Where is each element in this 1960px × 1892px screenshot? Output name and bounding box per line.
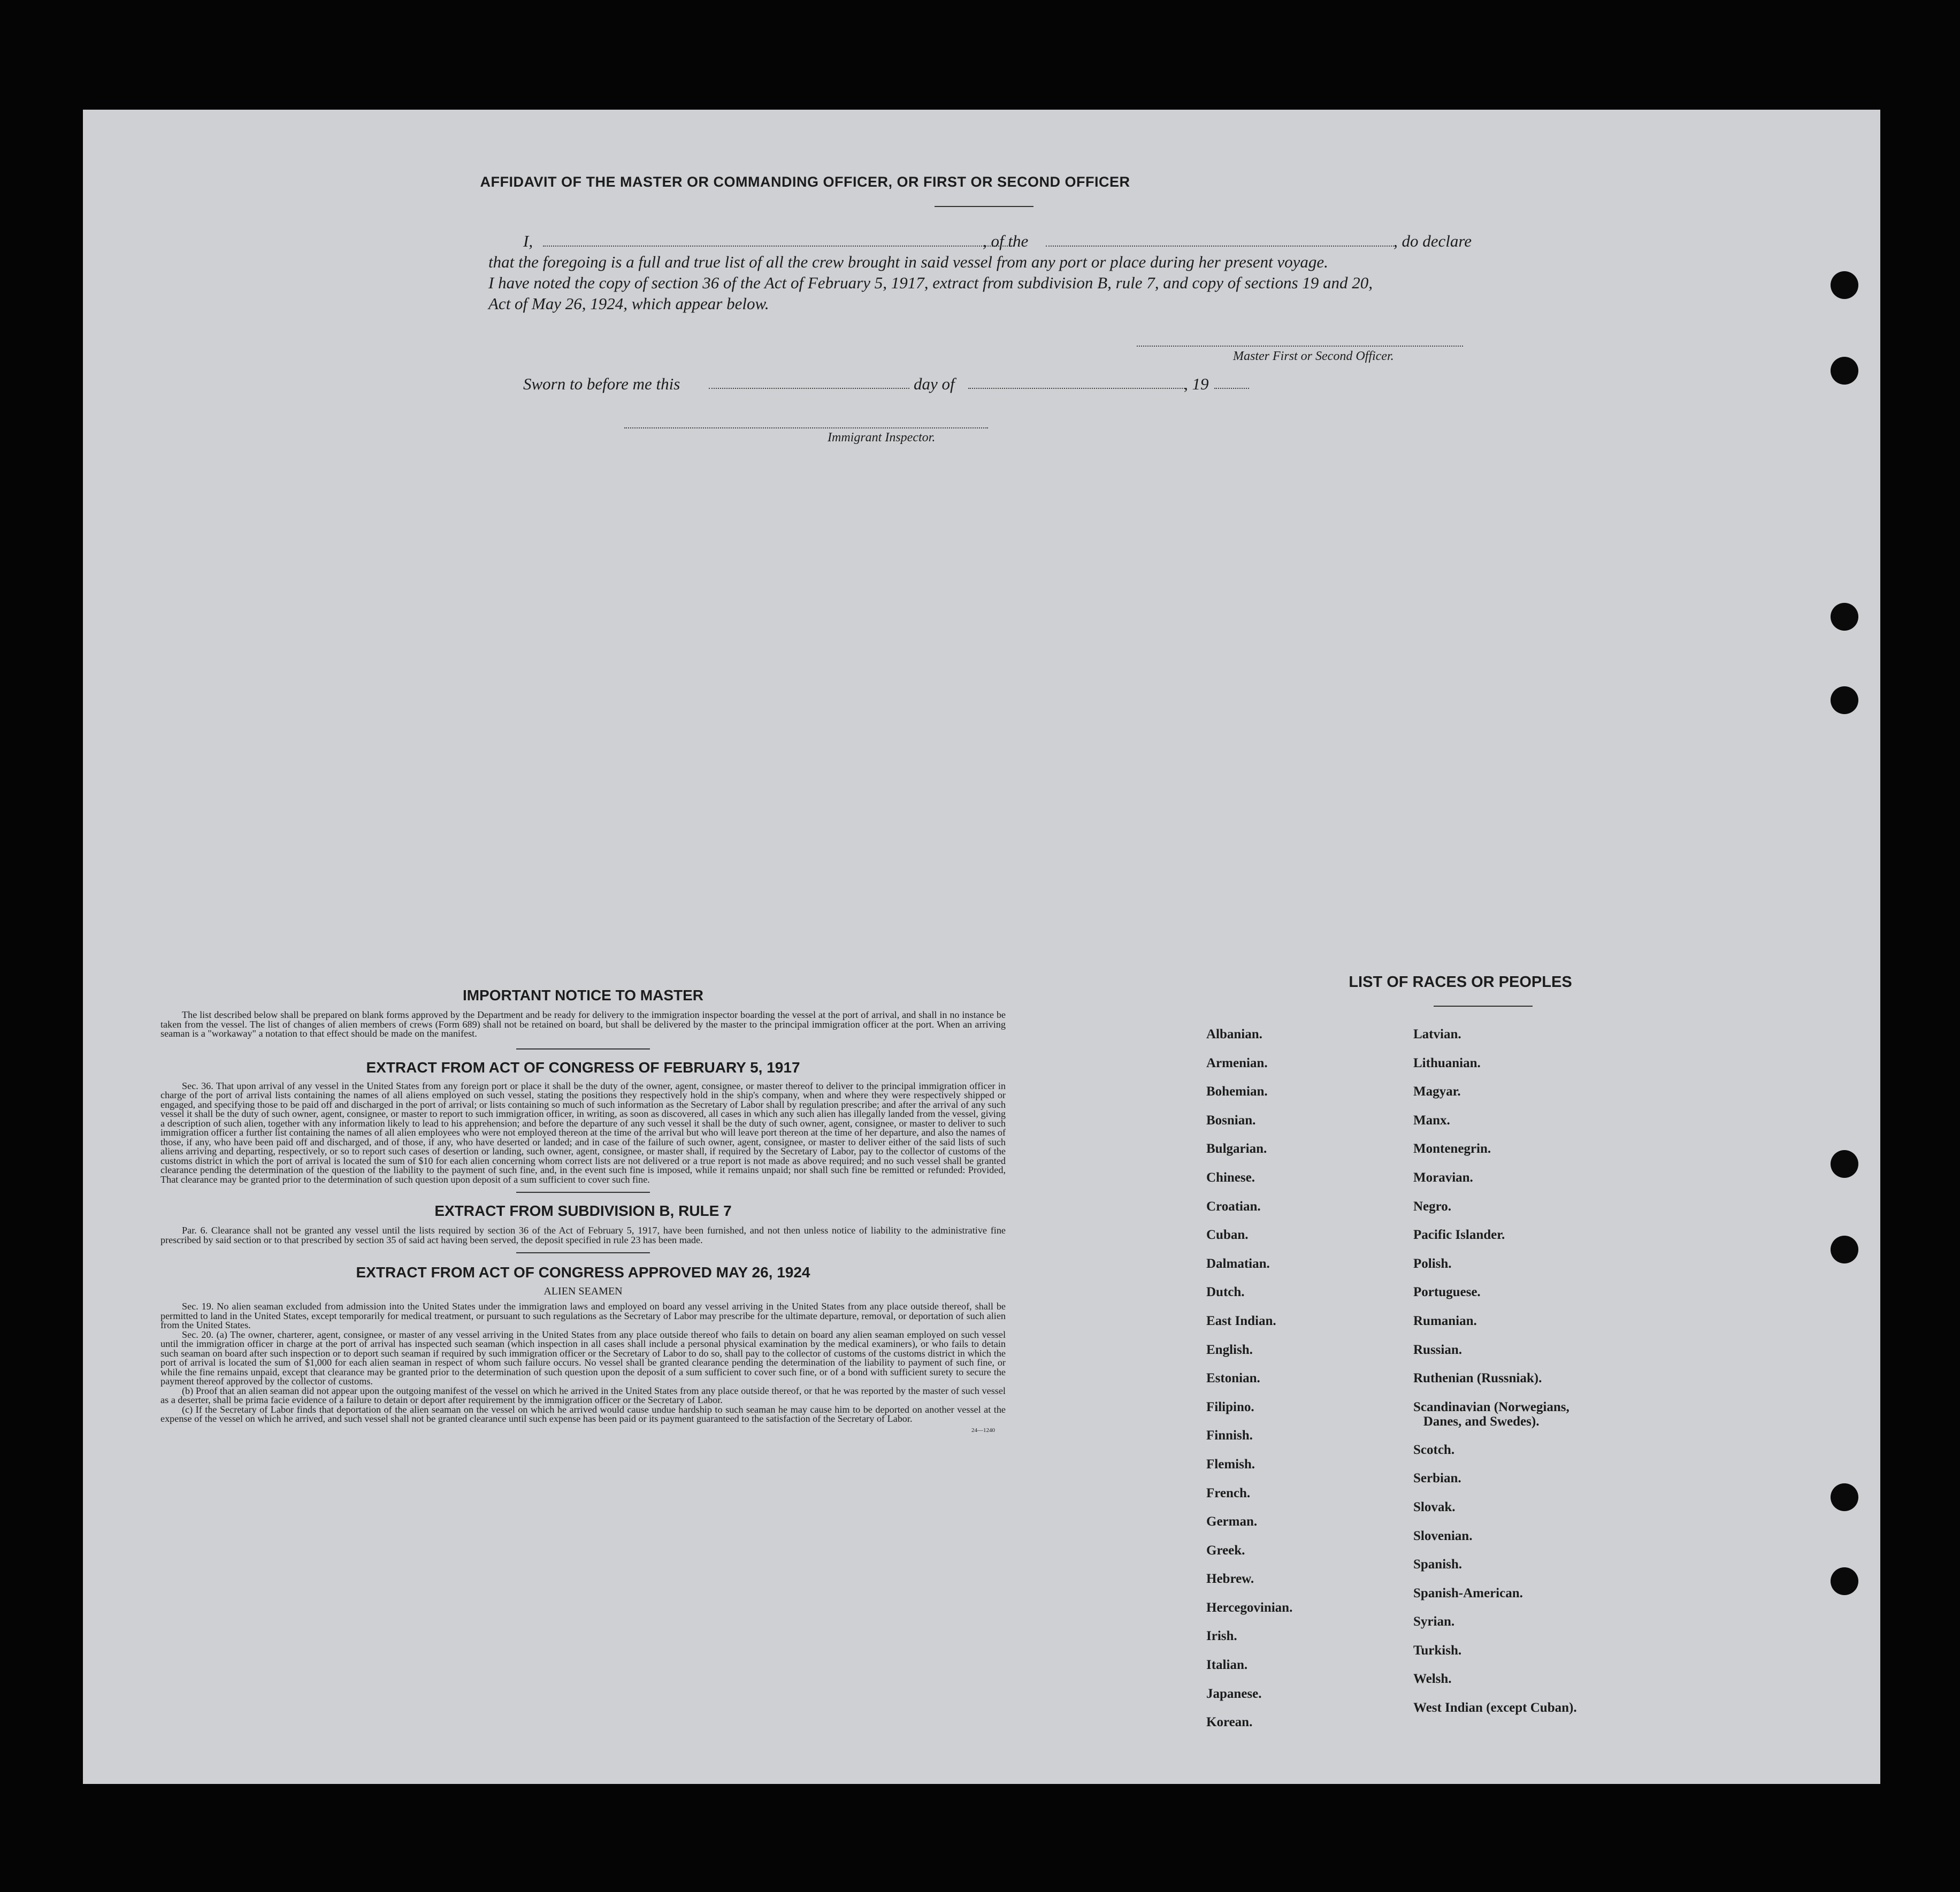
- race-item: Finnish.: [1206, 1428, 1253, 1443]
- sworn-year-blank[interactable]: [1214, 388, 1249, 389]
- sworn-day-blank[interactable]: [709, 388, 909, 389]
- affidavit-title: AFFIDAVIT OF THE MASTER OR COMMANDING OFFICER, OR FIRST OR SECOND OFFICER: [480, 174, 1130, 190]
- master-signature-label: Master First or Second Officer.: [1233, 349, 1394, 363]
- race-item: Lithuanian.: [1413, 1055, 1481, 1070]
- race-item: Montenegrin.: [1413, 1142, 1491, 1156]
- sec20a-text: Sec. 20. (a) The owner, charterer, agent, consignee, or master of any vessel arriving in the United States from any place outside thereof who fails to detain on board any alien seaman employed on such vessel until the immigration officer in charge at the port of arrival has inspected such seaman (which inspection in all cases shall include a personal physical examination by the medical examiners), or who fails to detain such seaman on board after such inspection or to deport such seaman if required by such immigration officer or the Secretary of Labor to do so, shall pay to the collector of customs of the customs district in which the port of arrival is located the sum of $1,000 for each alien seaman in respect of whom such failure occurs. No vessel shall be granted clearance pending the determination of the liability to payment of such fine, or while the fine remains unpaid, except that clearance may be granted prior to the determination of such question upon the deposit of a sum sufficient to cover such fine, or of a bond with sufficient surety to secure the payment thereof approved by the collector of customs.: [160, 1329, 1006, 1387]
- race-item: Bohemian.: [1206, 1084, 1268, 1099]
- divider: [516, 1048, 650, 1050]
- sworn-month-blank[interactable]: [968, 388, 1185, 389]
- divider: [516, 1252, 650, 1253]
- binder-hole: [1831, 271, 1858, 299]
- race-item: Bulgarian.: [1206, 1142, 1267, 1156]
- races-divider: [1434, 1006, 1533, 1007]
- race-item: Spanish.: [1413, 1557, 1463, 1572]
- master-signature-line[interactable]: [1137, 346, 1463, 347]
- race-item: Armenian.: [1206, 1055, 1268, 1070]
- form-number: 24—1240: [971, 1427, 995, 1434]
- race-item: Polish.: [1413, 1256, 1452, 1271]
- race-item: Albanian.: [1206, 1027, 1262, 1041]
- binder-hole: [1831, 357, 1858, 385]
- extract-1917-title: EXTRACT FROM ACT OF CONGRESS OF FEBRUARY 5, 1917: [366, 1059, 800, 1076]
- race-item: Hercegovinian.: [1206, 1600, 1293, 1615]
- race-item: Manx.: [1413, 1113, 1450, 1128]
- race-item: Scandinavian (Norwegians, Danes, and Swedes).: [1413, 1399, 1569, 1429]
- races-title: LIST OF RACES OR PEOPLES: [1349, 974, 1572, 991]
- race-item: French.: [1206, 1485, 1251, 1500]
- race-item: Turkish.: [1413, 1643, 1462, 1658]
- sec20b-text: (b) Proof that an alien seaman did not appear upon the outgoing manifest of the vessel on which he arrived in the United States from any place outside thereof, or that he was reported by the master of such vessel as a deserter, shall be prima facie evidence of a failure to detain or deport after requirement by the immigration officer or the Secretary of Labor.: [160, 1385, 1006, 1405]
- name-blank[interactable]: [543, 246, 1014, 247]
- sworn-year: , 19: [1184, 374, 1209, 393]
- race-item: Italian.: [1206, 1658, 1248, 1673]
- races-list: [1196, 974, 1731, 1730]
- race-item: Dalmatian.: [1206, 1256, 1270, 1271]
- vessel-blank[interactable]: [1046, 246, 1396, 247]
- race-item: Russian.: [1413, 1342, 1463, 1357]
- race-item: Moravian.: [1413, 1170, 1473, 1185]
- affidavit-of-the: , of the: [983, 232, 1029, 250]
- affidavit-declare: , do declare: [1394, 232, 1472, 250]
- race-item: Welsh.: [1413, 1672, 1452, 1687]
- race-item: Spanish-American.: [1413, 1585, 1523, 1600]
- title-divider: [935, 206, 1033, 207]
- inspector-signature-label: Immigrant Inspector.: [828, 431, 936, 445]
- race-item: Hebrew.: [1206, 1572, 1254, 1587]
- binder-hole: [1831, 686, 1858, 714]
- race-item: Filipino.: [1206, 1399, 1254, 1414]
- race-item: West Indian (except Cuban).: [1413, 1700, 1577, 1715]
- affidavit-line-4: Act of May 26, 1924, which appear below.: [488, 294, 769, 313]
- race-item: Slovak.: [1413, 1499, 1456, 1514]
- binder-hole: [1831, 1567, 1858, 1595]
- race-item: Syrian.: [1413, 1614, 1455, 1629]
- races-column-2: [1413, 1027, 1577, 1729]
- alien-seamen-subtitle: ALIEN SEAMEN: [543, 1285, 623, 1297]
- race-item: Pacific Islander.: [1413, 1228, 1505, 1243]
- race-item: Croatian.: [1206, 1199, 1261, 1214]
- race-item: Irish.: [1206, 1629, 1237, 1644]
- race-item: Greek.: [1206, 1543, 1245, 1558]
- race-item: Flemish.: [1206, 1457, 1255, 1472]
- race-item: Slovenian.: [1413, 1528, 1473, 1543]
- sec20c-text: (c) If the Secretary of Labor finds that deportation of the alien seaman on the vessel on which he arrived would cause undue hardship to such seaman he may cause him to be deported on another vessel at the expense of the vessel on which he arrived, and such vessel shall not be granted clearance until such expense has been paid or its payment guaranteed to the satisfaction of the Secretary of Labor.: [160, 1404, 1006, 1424]
- binder-hole: [1831, 1483, 1858, 1511]
- inspector-signature-line[interactable]: [624, 427, 988, 428]
- race-item: German.: [1206, 1514, 1258, 1529]
- sworn-day-of: day of: [914, 374, 955, 393]
- race-item: Estonian.: [1206, 1371, 1260, 1386]
- binder-hole: [1831, 1150, 1858, 1178]
- legal-notices: [160, 987, 1006, 1434]
- affidavit-i: I,: [523, 232, 533, 250]
- notice-title: IMPORTANT NOTICE TO MASTER: [462, 987, 704, 1004]
- race-item: Negro.: [1413, 1199, 1452, 1214]
- divider: [516, 1192, 650, 1193]
- race-item: English.: [1206, 1342, 1253, 1357]
- affidavit-line-2: that the foregoing is a full and true list of all the crew brought in said vessel from any port or place during her present voyage.: [488, 252, 1328, 271]
- race-item: Dutch.: [1206, 1285, 1245, 1300]
- document-sheet: [83, 110, 1880, 1784]
- sworn-prefix: Sworn to before me this: [523, 374, 680, 393]
- rule7-text: Par. 6. Clearance shall not be granted any vessel until the lists required by section 36 of the Act of February 5, 1917, have been furnished, and not then unless notice of liability to the administrative fine prescribed by said section or to that prescribed by section 35 of said act having been served, the deposit specified in rule 23 has been made.: [160, 1225, 1006, 1245]
- race-item: Chinese.: [1206, 1170, 1255, 1185]
- race-item: Ruthenian (Russniak).: [1413, 1371, 1542, 1386]
- races-column-1: [1206, 1027, 1292, 1744]
- extract-1917-text: Sec. 36. That upon arrival of any vessel in the United States from any foreign port or place it shall be the duty of the owner, agent, consignee, or master thereof to deliver to the principal immigration officer in charge of the port of arrival lists containing the names of all aliens employed on such vessel, stating the positions they respectively hold in the ship's company, when and where they were respectively shipped or engaged, and specifying those to be paid off and discharged in the port of arrival; or lists containing so much of such information as the Secretary of Labor shall by regulation prescribe; and after the arrival of any such vessel it shall be the duty of such owner, agent, consignee, or master to report to such immigration officer, in writing, as soon as discovered, all cases in which any such alien has illegally landed from the vessel, giving a description of such alien, together with any information likely to lead to his apprehension; and before the departure of any such vessel it shall be the duty of such owner, agent, consignee, or master to deliver to such immigration officer a further list containing the names of all alien employees who were not employed thereon at the time of the arrival but who will leave port thereon at the time of her departure, and also the names of those, if any, who have been paid off and discharged, and of those, if any, who have deserted or landed; and in case of the failure of such owner, agent, consignee, or master to deliver either of the said lists of such aliens arriving and departing, respectively, or so to report such cases of desertion or landing, such owner, agent, consignee, or master shall, if required by the Secretary of Labor, pay to the collector of customs of the customs district in which the port of arrival is located the sum of $10 for each alien concerning whom correct lists are not delivered or a true report is not made as above required; and no such vessel shall be granted clearance pending the determination of the question of the liability to the payment of such fine, and, in the event such fine is imposed, while it remains unpaid; nor shall such fine be remitted or refunded: Provided, That clearance may be granted prior to the determination of such question upon deposit of a sum sufficient to cover such fine.: [160, 1080, 1006, 1185]
- race-item: Scotch.: [1413, 1442, 1455, 1457]
- race-item: Latvian.: [1413, 1027, 1461, 1041]
- race-item: Rumanian.: [1413, 1313, 1477, 1328]
- extract-1924-title: EXTRACT FROM ACT OF CONGRESS APPROVED MAY 26, 1924: [356, 1264, 810, 1281]
- sec19-text: Sec. 19. No alien seaman excluded from admission into the United States under the immigration laws and employed on board any vessel arriving in the United States from any place outside thereof, shall be permitted to land in the United States, except temporarily for medical treatment, or pursuant to such regulations as the Secretary of Labor may prescribe for the ultimate departure, removal, or deportation of such alien from the United States.: [160, 1301, 1006, 1330]
- binder-hole: [1831, 1236, 1858, 1263]
- notice-text: The list described below shall be prepared on blank forms approved by the Department and be ready for delivery to the immigration inspector boarding the vessel at the port of arrival, and shall in no instance be taken from the vessel. The list of changes of alien members of crews (Form 689) shall not be retained on board, but shall be delivered by the master to the principal immigration officer at the port. When an arriving seaman is a "workaway" a notation to that effect should be made on the manifest.: [160, 1009, 1006, 1039]
- affidavit-line-3: I have noted the copy of section 36 of the Act of February 5, 1917, extract from subdivision B, rule 7, and copy of sections 19 and 20,: [488, 273, 1373, 292]
- race-item: Korean.: [1206, 1715, 1253, 1730]
- binder-hole: [1831, 603, 1858, 631]
- rule7-title: EXTRACT FROM SUBDIVISION B, RULE 7: [434, 1202, 732, 1219]
- race-item: Serbian.: [1413, 1471, 1461, 1486]
- race-item: Bosnian.: [1206, 1113, 1256, 1128]
- race-item: Japanese.: [1206, 1686, 1262, 1701]
- race-item: Portuguese.: [1413, 1285, 1481, 1300]
- race-item: East Indian.: [1206, 1313, 1276, 1328]
- race-item: Magyar.: [1413, 1084, 1461, 1099]
- race-item: Cuban.: [1206, 1228, 1249, 1243]
